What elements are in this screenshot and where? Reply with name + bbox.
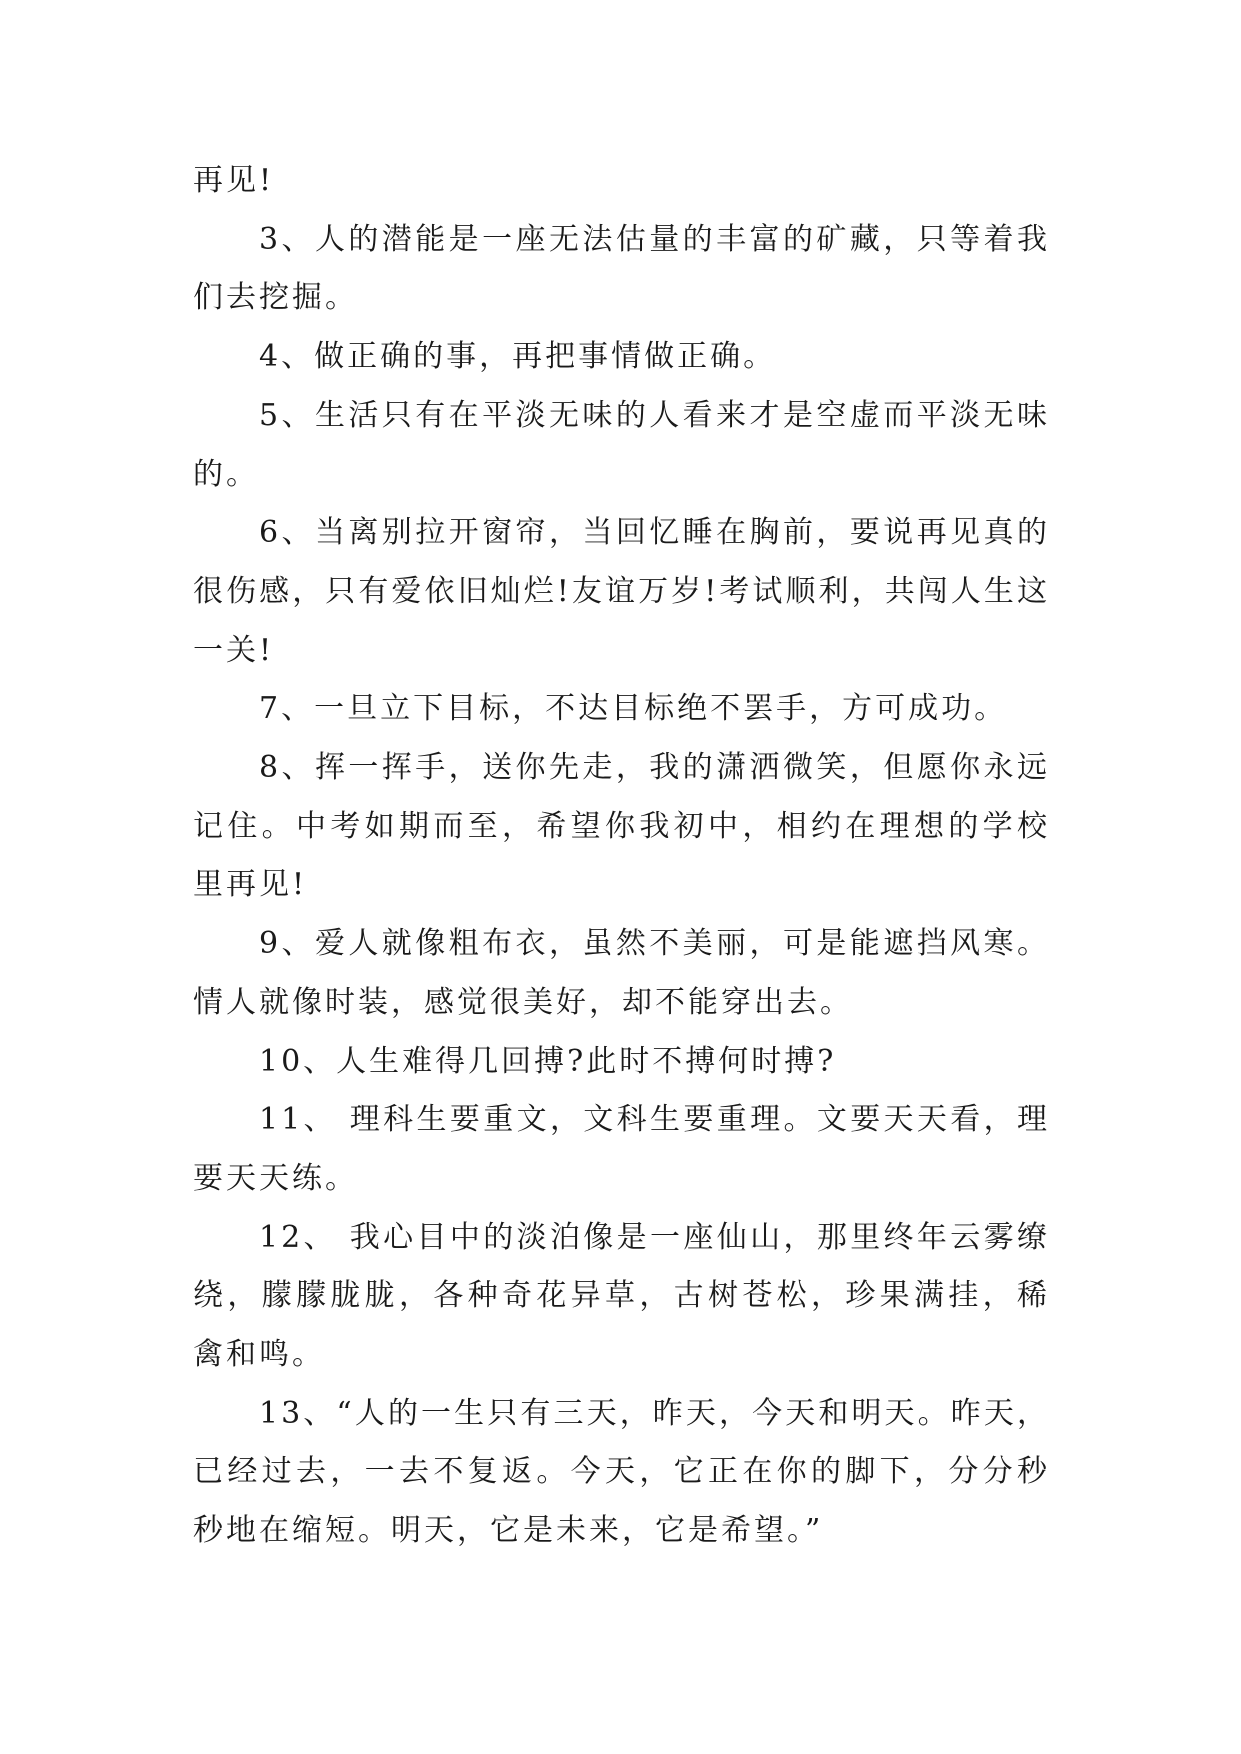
- paragraph-continuation: 再见!: [193, 163, 275, 198]
- paragraph-item-4: 4、做正确的事，再把事情做正确。: [259, 339, 777, 375]
- paragraph-item-11: 11、 理科生要重文，文科生要重理。文要天天看，理要天天练。: [193, 1102, 1050, 1196]
- paragraph-item-13: 13、“人的一生只有三天，昨天，今天和明天。昨天，已经过去，一去不复返。今天，它正在你的脚下，分分秒秒地在缩短。明天，它是未来，它是希望。”: [193, 1395, 1050, 1549]
- paragraph-item-3: 3、人的潜能是一座无法估量的丰富的矿藏，只等着我们去挖掘。: [193, 221, 1050, 316]
- paragraph-item-12: 12、 我心目中的淡泊像是一座仙山，那里终年云雾缭绕，朦朦胧胧，各种奇花异草，古树苍松，珍果满挂，稀禽和鸣。: [193, 1219, 1050, 1373]
- paragraph-item-5: 5、生活只有在平淡无味的人看来才是空虚而平淡无味的。: [193, 397, 1050, 492]
- paragraph-item-9: 9、爱人就像粗布衣，虽然不美丽，可是能遮挡风寒。情人就像时装，感觉很美好，却不能穿出去。: [193, 926, 1050, 1020]
- paragraph-item-10: 10、人生难得几回搏?此时不搏何时搏?: [259, 1043, 837, 1079]
- paragraph-item-7: 7、一旦立下目标，不达目标绝不罢手，方可成功。: [259, 691, 1008, 727]
- document-page: [193, 152, 1050, 1561]
- paragraph-item-8: 8、挥一挥手，送你先走，我的潇洒微笑，但愿你永远记住。中考如期而至，希望你我初中，相约在理想的学校里再见!: [193, 750, 1050, 903]
- paragraph-item-6: 6、当离别拉开窗帘，当回忆睡在胸前，要说再见真的很伤感，只有爱依旧灿烂!友谊万岁!考试顺利，共闯人生这一关!: [193, 515, 1050, 668]
